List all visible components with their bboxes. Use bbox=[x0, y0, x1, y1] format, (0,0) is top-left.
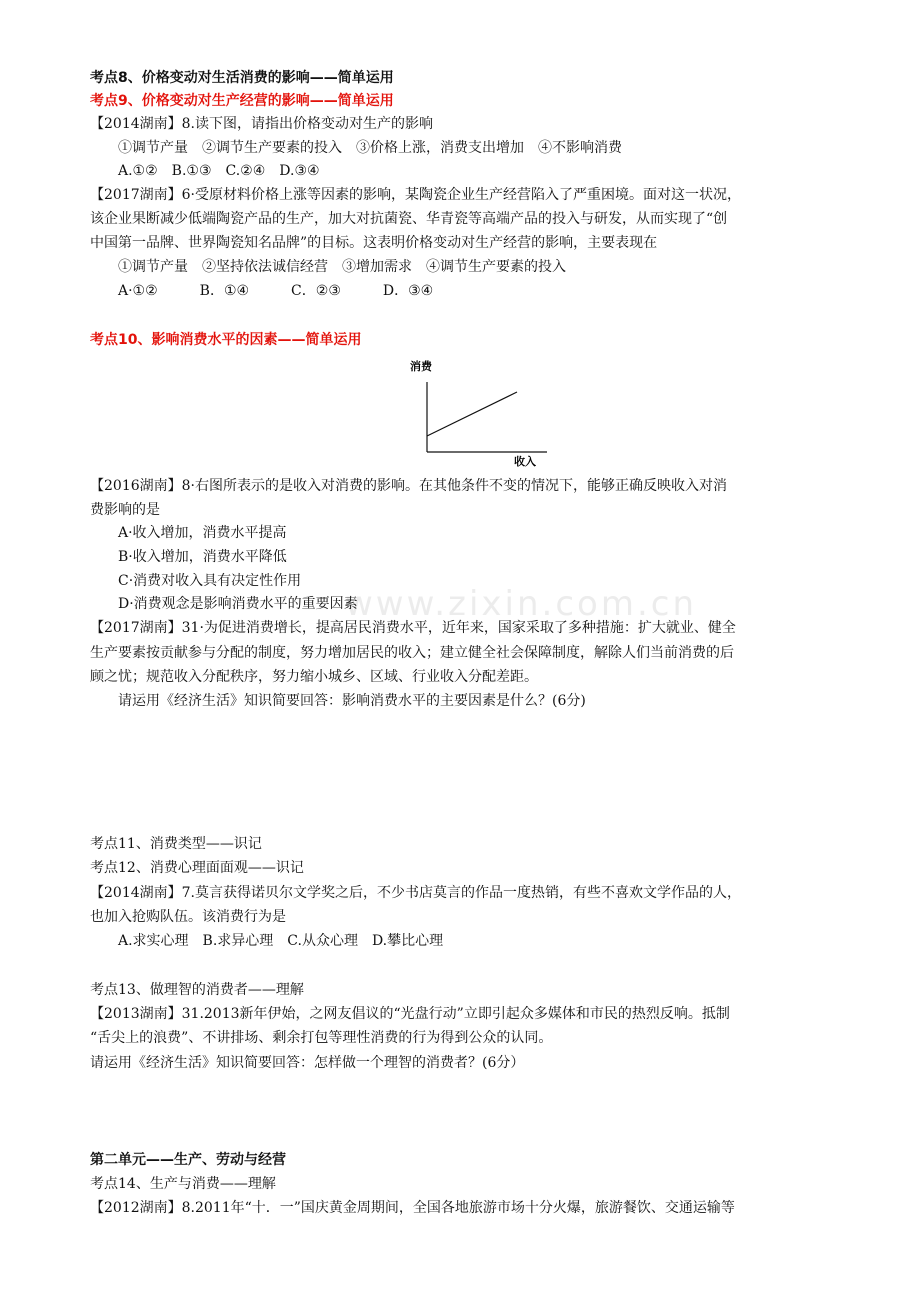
question-text: 顾之忧；规范收入分配秩序，努力缩小城乡、区域、行业收入分配差距。 bbox=[90, 669, 538, 685]
question-text: 生产要素按贡献参与分配的制度，努力增加居民的收入；建立健全社会保障制度，解除人们当前消费的后 bbox=[90, 645, 734, 661]
section-heading-9: 考点9、价格变动对生产经营的影响——简单运用 bbox=[90, 93, 394, 109]
question-prompt: 请运用《经济生活》知识简要回答：影响消费水平的主要因素是什么？(6分) bbox=[118, 693, 586, 709]
question-text: “舌尖上的浪费”、不讲排场、剩余打包等理性消费的行为得到公众的认同。 bbox=[90, 1030, 553, 1046]
y-axis-label: 消费 bbox=[410, 360, 432, 373]
question-prompt: 请运用《经济生活》知识简要回答：怎样做一个理智的消费者？(6分） bbox=[90, 1055, 525, 1071]
section-heading-8: 考点8、价格变动对生活消费的影响——简单运用 bbox=[90, 70, 394, 86]
section-heading-11: 考点11、消费类型——识记 bbox=[90, 836, 262, 852]
question-text: 【2013湖南】31.2013新年伊始，之网友倡议的“光盘行动”立即引起众多媒体和市民的热烈反响。抵制 bbox=[90, 1006, 730, 1022]
question-text: 该企业果断减少低端陶瓷产品的生产，加大对抗菌瓷、华青瓷等高端产品的投入与研发，从而实现了“创 bbox=[90, 211, 728, 227]
watermark: www.zixin.com.cn bbox=[345, 584, 697, 624]
series-line bbox=[427, 392, 517, 436]
section-heading-10: 考点10、影响消费水平的因素——简单运用 bbox=[90, 332, 362, 348]
question-text: 【2012湖南】8.2011年“十．一”国庆黄金周期间，全国各地旅游市场十分火爆，旅游餐饮、交通运输等 bbox=[90, 1200, 735, 1216]
income-consumption-chart bbox=[405, 356, 555, 468]
question-text: 中国第一品牌、世界陶瓷知名品牌”的目标。这表明价格变动对生产经营的影响，主要表现在 bbox=[90, 235, 658, 251]
question-text: 费影响的是 bbox=[90, 502, 160, 518]
question-text: 【2017湖南】31·为促进消费增长，提高居民消费水平，近年来，国家采取了多种措施：扩大就业、健全 bbox=[90, 620, 736, 636]
option-b: B·收入增加，消费水平降低 bbox=[118, 549, 287, 565]
question-text: 【2017湖南】6·受原材料价格上涨等因素的影响，某陶瓷企业生产经营陷入了严重困境。面对这一状况， bbox=[90, 187, 741, 203]
option-a: A·收入增加，消费水平提高 bbox=[118, 525, 287, 541]
question-text: 【2014湖南】8.读下图，请指出价格变动对生产的影响 bbox=[90, 116, 433, 132]
option-c: C·消费对收入具有决定性作用 bbox=[118, 573, 302, 589]
unit-heading: 第二单元——生产、劳动与经营 bbox=[90, 1152, 286, 1168]
question-text: 也加入抢购队伍。该消费行为是 bbox=[90, 909, 286, 925]
answer-choices: A·①② B．①④ C．②③ D．③④ bbox=[118, 283, 434, 299]
option-list: ①调节产量 ②坚持依法诚信经营 ③增加需求 ④调节生产要素的投入 bbox=[118, 259, 566, 275]
option-d: D·消费观念是影响消费水平的重要因素 bbox=[118, 596, 358, 612]
answer-choices: A.①② B.①③ C.②④ D.③④ bbox=[118, 163, 320, 179]
question-text: 【2016湖南】8·右图所表示的是收入对消费的影响。在其他条件不变的情况下，能够正确反映收入对消 bbox=[90, 478, 727, 494]
option-list: ①调节产量 ②调节生产要素的投入 ③价格上涨，消费支出增加 ④不影响消费 bbox=[118, 140, 622, 156]
question-text: 【2014湖南】7.莫言获得诺贝尔文学奖之后，不少书店莫言的作品一度热销，有些不喜欢文学作品的人， bbox=[90, 885, 741, 901]
x-axis-label: 收入 bbox=[514, 455, 536, 468]
section-heading-13: 考点13、做理智的消费者——理解 bbox=[90, 982, 304, 998]
section-heading-14: 考点14、生产与消费——理解 bbox=[90, 1176, 276, 1192]
answer-choices: A.求实心理 B.求异心理 C.从众心理 D.攀比心理 bbox=[118, 933, 444, 949]
section-heading-12: 考点12、消费心理面面观——识记 bbox=[90, 860, 304, 876]
